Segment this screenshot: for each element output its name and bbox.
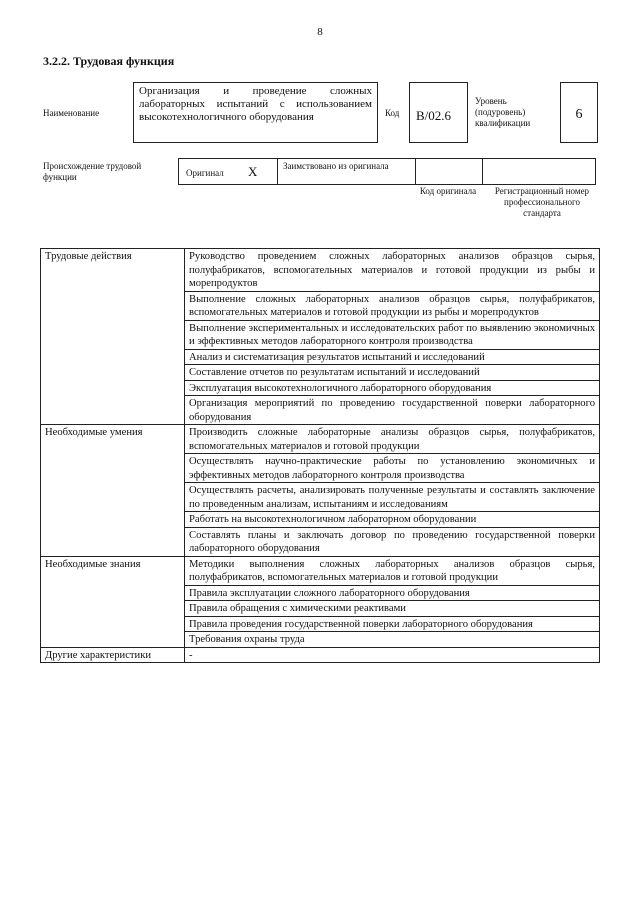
code-caption: Код оригинала xyxy=(419,186,477,196)
list-item: Руководство проведением сложных лабораторных анализов образцов сырья, полуфабрикатов, вспомогательных материалов и готовой продукции из рыбы и морепродуктов xyxy=(185,249,600,292)
divider xyxy=(482,159,483,184)
table-row xyxy=(41,556,600,585)
section-title-cell: Необходимые умения xyxy=(41,425,185,557)
divider xyxy=(277,159,278,184)
list-item: Выполнение экспериментальных и исследовательских работ по выявлению экономичных и эффективных методов лабораторного контроля производства xyxy=(185,320,600,349)
list-item: Правила обращения с химическими реактивами xyxy=(185,601,600,617)
code-label: Код xyxy=(385,108,400,118)
section-title-cell: Другие характеристики xyxy=(41,647,185,663)
list-item: Осуществлять расчеты, анализировать полученные результаты и составлять заключение по проведенным анализам, испытаниям и исследованиям xyxy=(185,483,600,512)
list-item: Производить сложные лабораторные анализы образцов сырья, полуфабрикатов, вспомогательных материалов и готовой продукции xyxy=(185,425,600,454)
borrowed-label: Заимствовано из оригинала xyxy=(283,161,389,171)
table-row xyxy=(41,647,600,663)
name-label: Наименование xyxy=(43,108,100,118)
list-item: Составлять планы и заключать договор по проведению государственной поверки лабораторного оборудования xyxy=(185,527,600,556)
table-row xyxy=(41,249,600,292)
divider xyxy=(415,159,416,184)
reg-caption: Регистрационный номер профессионального стандарта xyxy=(494,186,590,218)
name-value: Организация и проведение сложных лабораторных испытаний с использованием высокотехнологичного оборудования xyxy=(133,82,378,143)
list-item: Правила проведения государственной поверки лабораторного оборудования xyxy=(185,616,600,632)
list-item: Осуществлять научно-практические работы по установлению экономичных и эффективных методов лабораторного контроля производства xyxy=(185,454,600,483)
origin-label: Происхождение трудовой функции xyxy=(43,161,142,182)
page-number: 8 xyxy=(317,26,323,38)
original-mark: X xyxy=(248,164,258,179)
list-item: Эксплуатация высокотехнологичного лабораторного оборудования xyxy=(185,380,600,396)
table-row xyxy=(41,425,600,454)
code-value: B/02.6 xyxy=(409,82,468,143)
list-item: Правила эксплуатации сложного лабораторного оборудования xyxy=(185,585,600,601)
list-item: Требования охраны труда xyxy=(185,632,600,648)
list-item: Работать на высокотехнологичном лабораторном оборудовании xyxy=(185,512,600,528)
function-table xyxy=(40,248,600,663)
list-item: Анализ и систематизация результатов испытаний и исследований xyxy=(185,349,600,365)
origin-box xyxy=(178,158,596,185)
list-item: Организация мероприятий по проведению государственной поверки лабораторного оборудования xyxy=(185,396,600,425)
original-label: Оригинал xyxy=(186,168,224,178)
level-value: 6 xyxy=(560,82,598,143)
list-item: Составление отчетов по результатам испытаний и исследований xyxy=(185,365,600,381)
section-title: 3.2.2. Трудовая функция xyxy=(43,54,175,68)
section-title-cell: Необходимые знания xyxy=(41,556,185,647)
section-title-cell: Трудовые действия xyxy=(41,249,185,425)
list-item: - xyxy=(185,647,600,663)
list-item: Методики выполнения сложных лабораторных анализов образцов сырья, полуфабрикатов, вспомогательных материалов и готовой продукции xyxy=(185,556,600,585)
level-label: Уровень (подуровень) квалификации xyxy=(475,96,531,128)
list-item: Выполнение сложных лабораторных анализов образцов сырья, полуфабрикатов, вспомогательных материалов и готовой продукции из рыбы и морепродуктов xyxy=(185,291,600,320)
